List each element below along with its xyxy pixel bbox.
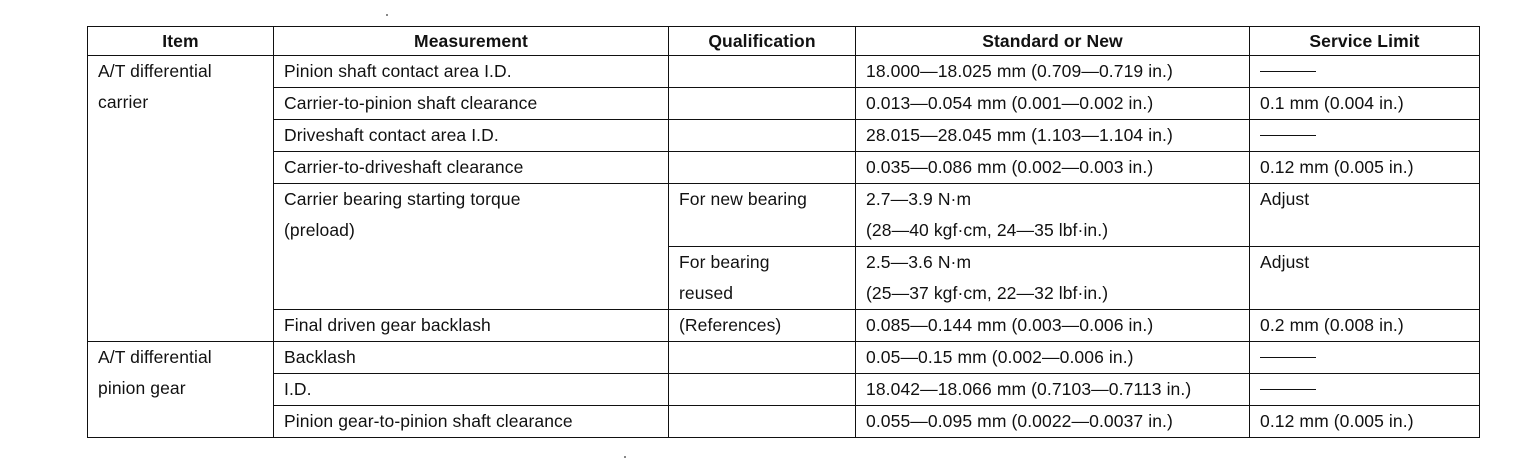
qualification-cell xyxy=(669,374,856,406)
item-cell xyxy=(88,342,274,438)
standard-cell-line: (28—40 kgf·cm, 24—35 lbf·in.) xyxy=(866,220,1109,240)
header-service-limit: Service Limit xyxy=(1250,27,1480,56)
table-row xyxy=(88,56,1480,88)
header-standard-or-new: Standard or New xyxy=(856,27,1250,56)
scan-speck-top xyxy=(386,14,388,16)
standard-cell-line: 2.5—3.6 N·m xyxy=(866,252,972,272)
service-limit-cell xyxy=(1250,310,1480,342)
measurement-cell xyxy=(274,406,669,438)
standard-cell xyxy=(856,120,1250,152)
measurement-cell xyxy=(274,88,669,120)
table-row xyxy=(88,184,1480,247)
qualification-cell xyxy=(669,310,856,342)
measurement-cell xyxy=(274,120,669,152)
service-limit-cell xyxy=(1250,56,1480,88)
qualification-cell xyxy=(669,342,856,374)
no-limit-dash xyxy=(1260,357,1316,358)
qualification-cell xyxy=(669,56,856,88)
measurement-cell-line: Final driven gear backlash xyxy=(284,315,491,335)
table-row xyxy=(88,342,1480,374)
no-limit-dash xyxy=(1260,135,1316,136)
measurement-cell-line: Pinion shaft contact area I.D. xyxy=(284,61,512,81)
specification-table xyxy=(87,26,1480,438)
table-body xyxy=(88,56,1480,438)
measurement-cell-line: Backlash xyxy=(284,347,356,367)
standard-cell-line: 0.085—0.144 mm (0.003—0.006 in.) xyxy=(866,315,1154,335)
measurement-cell-line: I.D. xyxy=(284,379,312,399)
standard-cell-line: 2.7—3.9 N·m xyxy=(866,189,972,209)
measurement-cell xyxy=(274,184,669,310)
standard-cell xyxy=(856,406,1250,438)
table-row xyxy=(88,406,1480,438)
measurement-cell xyxy=(274,374,669,406)
item-cell xyxy=(88,56,274,342)
service-limit-value: 0.12 mm (0.005 in.) xyxy=(1260,157,1414,177)
standard-cell-line: 0.013—0.054 mm (0.001—0.002 in.) xyxy=(866,93,1154,113)
item-cell-line: pinion gear xyxy=(98,378,186,398)
standard-cell-line: (25—37 kgf·cm, 22—32 lbf·in.) xyxy=(866,283,1109,303)
standard-cell xyxy=(856,310,1250,342)
no-limit-dash xyxy=(1260,71,1316,72)
standard-cell xyxy=(856,56,1250,88)
standard-cell-line: 18.042—18.066 mm (0.7103—0.7113 in.) xyxy=(866,379,1192,399)
service-limit-cell xyxy=(1250,247,1480,310)
measurement-cell-line: Pinion gear-to-pinion shaft clearance xyxy=(284,411,573,431)
standard-cell-line: 0.05—0.15 mm (0.002—0.006 in.) xyxy=(866,347,1134,367)
standard-cell xyxy=(856,374,1250,406)
table-row xyxy=(88,374,1480,406)
standard-cell-line: 28.015—28.045 mm (1.103—1.104 in.) xyxy=(866,125,1173,145)
measurement-cell xyxy=(274,152,669,184)
service-limit-cell xyxy=(1250,374,1480,406)
table-row xyxy=(88,152,1480,184)
qualification-cell xyxy=(669,406,856,438)
qualification-cell xyxy=(669,88,856,120)
service-limit-cell xyxy=(1250,406,1480,438)
qualification-cell xyxy=(669,152,856,184)
service-limit-cell xyxy=(1250,120,1480,152)
qualification-cell-line: For bearing xyxy=(679,252,770,272)
measurement-cell-line: Carrier-to-driveshaft clearance xyxy=(284,157,524,177)
header-measurement: Measurement xyxy=(274,27,669,56)
standard-cell-line: 18.000—18.025 mm (0.709—0.719 in.) xyxy=(866,61,1173,81)
service-limit-value: 0.2 mm (0.008 in.) xyxy=(1260,315,1404,335)
header-item: Item xyxy=(88,27,274,56)
standard-cell xyxy=(856,88,1250,120)
service-limit-cell xyxy=(1250,184,1480,247)
qualification-cell-line: reused xyxy=(679,283,734,303)
item-cell-line: A/T differential xyxy=(98,347,212,367)
service-limit-value: 0.1 mm (0.004 in.) xyxy=(1260,93,1404,113)
measurement-cell-line: Carrier bearing starting torque xyxy=(284,189,521,209)
measurement-cell xyxy=(274,310,669,342)
no-limit-dash xyxy=(1260,389,1316,390)
qualification-cell xyxy=(669,120,856,152)
standard-cell xyxy=(856,152,1250,184)
standard-cell xyxy=(856,247,1250,310)
measurement-cell-line: Driveshaft contact area I.D. xyxy=(284,125,499,145)
service-limit-cell xyxy=(1250,88,1480,120)
service-limit-value: Adjust xyxy=(1260,252,1310,272)
table-row xyxy=(88,310,1480,342)
measurement-cell xyxy=(274,342,669,374)
header-row xyxy=(88,27,1480,56)
standard-cell xyxy=(856,184,1250,247)
qualification-cell xyxy=(669,184,856,247)
qualification-cell xyxy=(669,247,856,310)
service-limit-value: 0.12 mm (0.005 in.) xyxy=(1260,411,1414,431)
qualification-cell-line: For new bearing xyxy=(679,189,807,209)
service-limit-cell xyxy=(1250,342,1480,374)
measurement-cell-line: (preload) xyxy=(284,220,355,240)
service-limit-cell xyxy=(1250,152,1480,184)
service-limit-value: Adjust xyxy=(1260,189,1310,209)
table-row xyxy=(88,120,1480,152)
measurement-cell xyxy=(274,56,669,88)
header-qualification: Qualification xyxy=(669,27,856,56)
scan-speck-bottom xyxy=(624,456,626,458)
standard-cell-line: 0.035—0.086 mm (0.002—0.003 in.) xyxy=(866,157,1154,177)
standard-cell-line: 0.055—0.095 mm (0.0022—0.0037 in.) xyxy=(866,411,1173,431)
qualification-cell-line: (References) xyxy=(679,315,782,335)
item-cell-line: carrier xyxy=(98,92,149,112)
measurement-cell-line: Carrier-to-pinion shaft clearance xyxy=(284,93,538,113)
item-cell-line: A/T differential xyxy=(98,61,212,81)
table-row xyxy=(88,88,1480,120)
standard-cell xyxy=(856,342,1250,374)
